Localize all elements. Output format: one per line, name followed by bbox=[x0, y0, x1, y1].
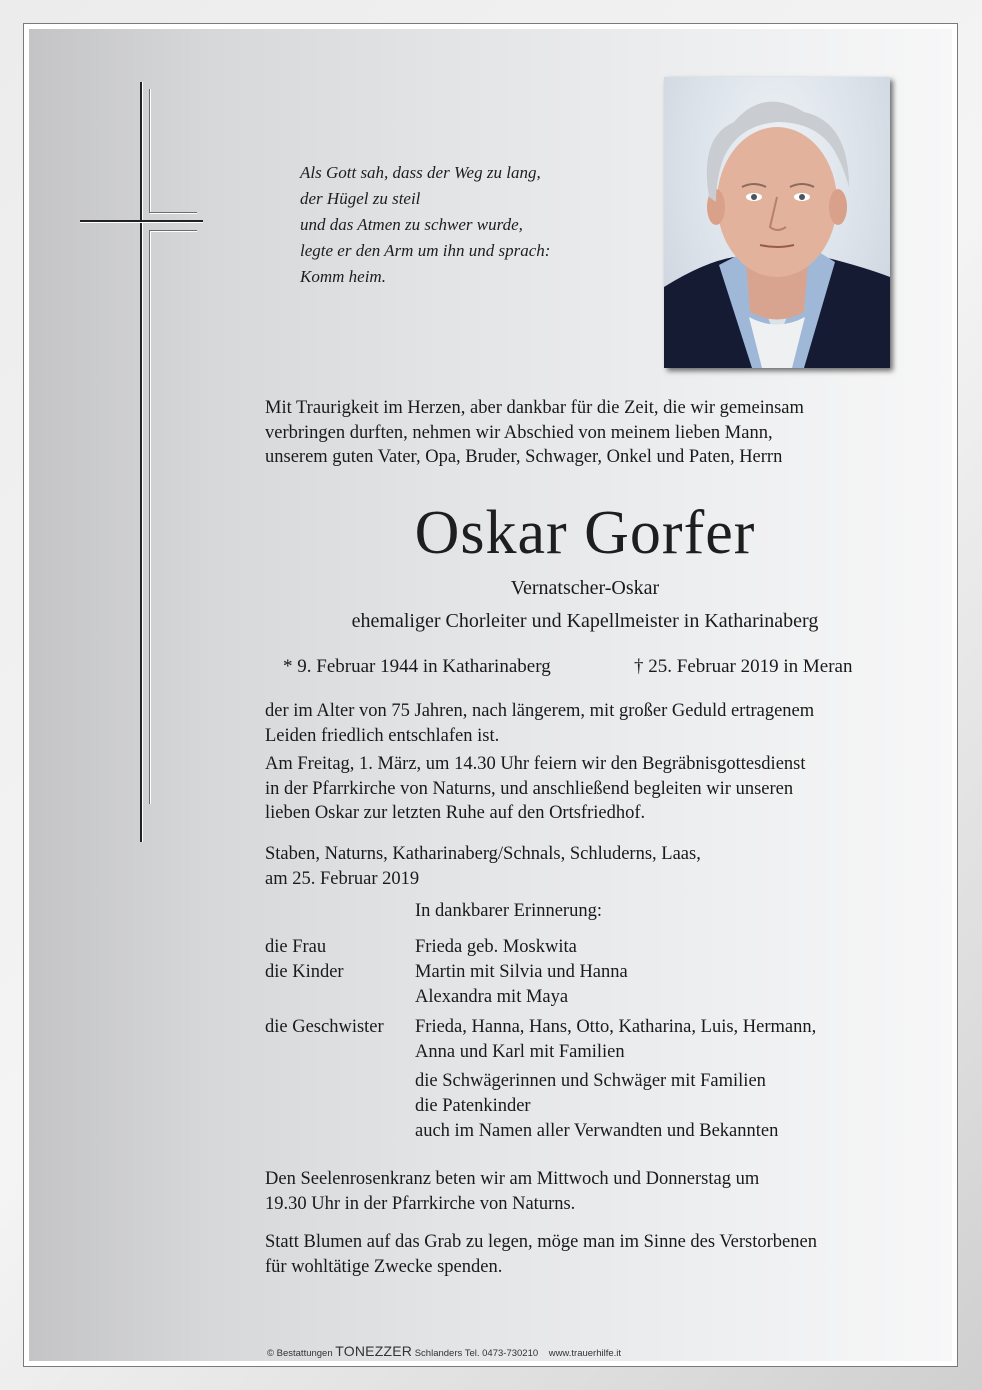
birth-date: * 9. Februar 1944 in Katharinaberg bbox=[283, 656, 551, 677]
passing-line: Leiden friedlich entschlafen ist. bbox=[265, 725, 500, 746]
mourner-value: Alexandra mit Maya bbox=[415, 987, 569, 1007]
footer bbox=[267, 1343, 621, 1359]
rosary-text bbox=[265, 1167, 905, 1216]
donation-line: für wohltätige Zwecke spenden. bbox=[265, 1256, 503, 1277]
rosary-line: 19.30 Uhr in der Pfarrkirche von Naturns. bbox=[265, 1193, 576, 1214]
donation-text bbox=[265, 1230, 905, 1279]
mourner-value: die Schwägerinnen und Schwäger mit Familien bbox=[415, 1071, 766, 1091]
portrait-image bbox=[664, 77, 890, 368]
poem bbox=[300, 160, 550, 290]
rosary-line: Den Seelenrosenkranz beten wir am Mittwoch und Donnerstag um bbox=[265, 1169, 760, 1189]
passing-text bbox=[265, 699, 905, 748]
mourner-label: die Geschwister bbox=[265, 1017, 384, 1037]
poem-line: der Hügel zu steil bbox=[300, 189, 421, 208]
poem-line: Als Gott sah, dass der Weg zu lang, bbox=[300, 163, 541, 182]
mourner-label: die Frau bbox=[265, 937, 327, 957]
poem-line: und das Atmen zu schwer wurde, bbox=[300, 215, 523, 234]
funeral-line: lieben Oskar zur letzten Ruhe auf den Ortsfriedhof. bbox=[265, 803, 646, 823]
poem-line: Komm heim. bbox=[300, 267, 386, 286]
footer-city: Schlanders bbox=[414, 1348, 463, 1359]
deceased-name: Oskar Gorfer bbox=[414, 499, 756, 567]
footer-brand: TONEZZER bbox=[335, 1343, 413, 1359]
place-date bbox=[265, 842, 905, 891]
place-line: Staben, Naturns, Katharinaberg/Schnals, Schluderns, Laas, bbox=[265, 844, 701, 864]
portrait-photo bbox=[664, 77, 890, 368]
intro-line: verbringen durften, nehmen wir Abschied von meinem lieben Mann, bbox=[265, 422, 773, 443]
place-line: am 25. Februar 2019 bbox=[265, 868, 420, 889]
deceased-nickname: Vernatscher-Oskar bbox=[510, 577, 660, 599]
mourner-value: Frieda geb. Moskwita bbox=[415, 937, 577, 957]
mourner-value: auch im Namen aller Verwandten und Bekannten bbox=[415, 1121, 779, 1141]
deceased-role: ehemaliger Chorleiter und Kapellmeister in Katharinaberg bbox=[351, 610, 819, 632]
funeral-line: Am Freitag, 1. März, um 14.30 Uhr feiern wir den Begräbnisgottesdienst bbox=[265, 754, 806, 774]
funeral-line: in der Pfarrkirche von Naturns, und anschließend begleiten wir unseren bbox=[265, 778, 794, 799]
intro-line: unserem guten Vater, Opa, Bruder, Schwager, Onkel und Paten, Herrn bbox=[265, 447, 783, 467]
mourner-value: Martin mit Silvia und Hanna bbox=[415, 962, 628, 982]
poem-line: legte er den Arm um ihn und sprach: bbox=[300, 241, 551, 260]
intro-text bbox=[265, 396, 905, 470]
intro-line: Mit Traurigkeit im Herzen, aber dankbar für die Zeit, die wir gemeinsam bbox=[265, 398, 804, 418]
mourner-value: die Patenkinder bbox=[415, 1096, 531, 1116]
remembrance-text: In dankbarer Erinnerung: bbox=[415, 901, 602, 921]
mourner-label: die Kinder bbox=[265, 962, 344, 982]
donation-line: Statt Blumen auf das Grab zu legen, möge man im Sinne des Verstorbenen bbox=[265, 1232, 817, 1252]
footer-copyright: © Bestattungen bbox=[267, 1348, 333, 1359]
death-date: † 25. Februar 2019 in Meran bbox=[634, 656, 853, 677]
mourner-value: Anna und Karl mit Familien bbox=[415, 1042, 625, 1062]
funeral-text bbox=[265, 752, 905, 826]
passing-line: der im Alter von 75 Jahren, nach längerem, mit großer Geduld ertragenem bbox=[265, 701, 815, 721]
footer-phone: Tel. 0473-730210 bbox=[464, 1348, 539, 1359]
mourner-value: Frieda, Hanna, Hans, Otto, Katharina, Luis, Hermann, bbox=[415, 1017, 817, 1037]
footer-website[interactable]: www.trauerhilfe.it bbox=[548, 1348, 622, 1359]
